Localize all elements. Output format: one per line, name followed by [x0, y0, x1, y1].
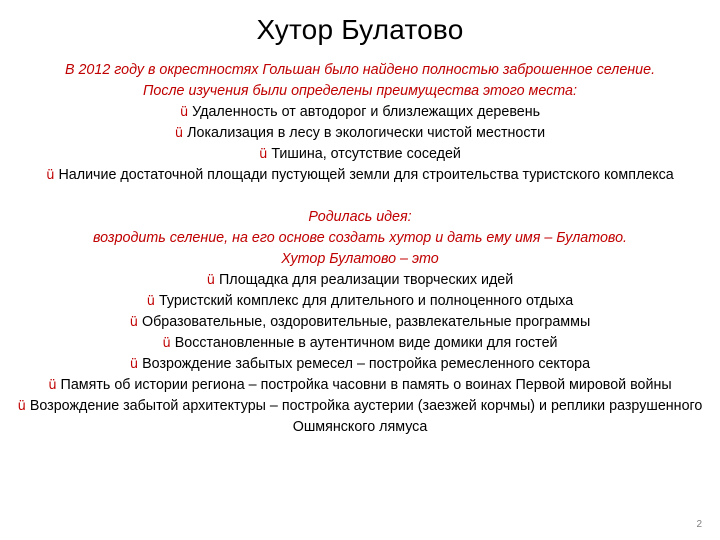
intro-line-2: После изучения были определены преимущества этого места: — [143, 83, 577, 99]
check-icon: ü — [162, 336, 171, 351]
plan-item — [8, 333, 712, 354]
plan-item — [8, 354, 712, 375]
check-icon: ü — [48, 378, 57, 393]
advantage-label: Удаленность от автодорог и близлежащих деревень — [192, 104, 541, 120]
advantage-label: Наличие достаточной площади пустующей земли для строительства туристского комплекса — [58, 167, 674, 183]
check-icon: ü — [17, 399, 26, 414]
check-icon: ü — [129, 357, 139, 372]
idea-line-1: Родилась идея: — [308, 209, 412, 225]
idea-line-2: возродить селение, на его основе создать хутор и дать ему имя – Булатово. — [92, 230, 628, 246]
plan-label: Восстановленные в аутентичном виде домики для гостей — [174, 335, 558, 351]
check-icon: ü — [179, 105, 189, 120]
plan-item — [8, 396, 712, 438]
plan-label: Возрождение забытой архитектуры – постройка аустерии (заезжей корчмы) и реплики разрушенного Ошмянского лямуса — [29, 398, 703, 435]
idea-line-3: Хутор Булатово – это — [281, 251, 439, 267]
check-icon: ü — [129, 315, 139, 330]
plan-label: Память об истории региона – постройка часовни в память о воинах Первой мировой войны — [60, 377, 672, 393]
slide-body — [8, 60, 712, 438]
advantage-label: Тишина, отсутствие соседей — [271, 146, 461, 162]
advantage-item — [8, 144, 712, 165]
intro-line-1: В 2012 году в окрестностях Гольшан было найдено полностью заброшенное селение. — [64, 62, 656, 78]
plan-item — [8, 291, 712, 312]
check-icon: ü — [146, 294, 155, 309]
advantage-label: Локализация в лесу в экологически чистой местности — [187, 125, 546, 141]
advantage-item — [8, 123, 712, 144]
advantage-item — [8, 165, 712, 186]
page-title: Хутор Булатово — [256, 14, 464, 45]
plan-item — [8, 270, 712, 291]
spacer — [8, 186, 712, 207]
check-icon: ü — [206, 273, 215, 288]
plan-label: Возрождение забытых ремесел – постройка ремесленного сектора — [142, 356, 591, 372]
plan-item — [8, 312, 712, 333]
plan-label: Туристский комплекс для длительного и полноценного отдыха — [158, 293, 574, 309]
plan-label: Площадка для реализации творческих идей — [218, 272, 514, 288]
page-number: 2 — [696, 519, 702, 530]
advantage-item — [8, 102, 712, 123]
plan-label: Образовательные, оздоровительные, развлекательные программы — [142, 314, 591, 330]
check-icon: ü — [46, 168, 55, 183]
check-icon: ü — [174, 126, 184, 141]
plan-item — [8, 375, 712, 396]
check-icon: ü — [259, 147, 268, 162]
